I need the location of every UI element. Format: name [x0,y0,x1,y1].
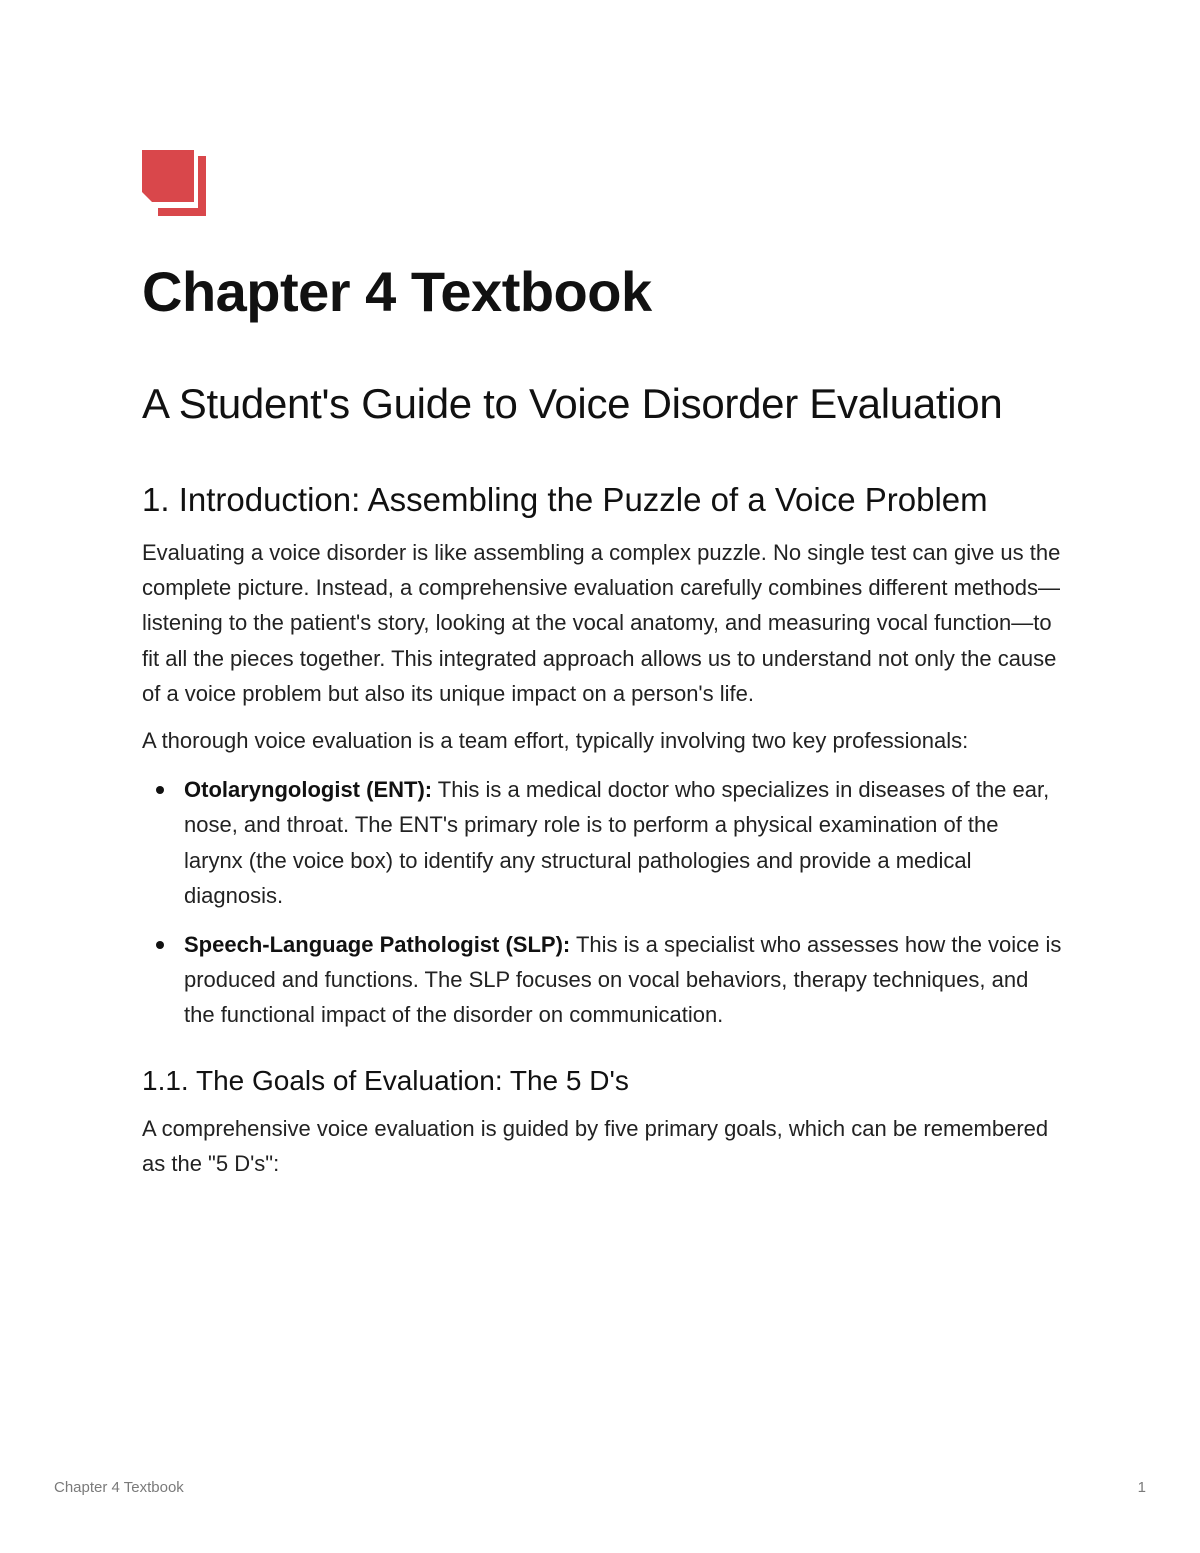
section-heading-introduction: 1. Introduction: Assembling the Puzzle of a Voice Problem [142,481,988,518]
bullet-icon [156,786,164,794]
list-item-text: This is a specialist who assesses how the voice is produced and functions. The SLP focuses on vocal behaviors, therapy techniques, and the functional impact of the disorder on communication. [184,932,1062,1028]
team-paragraph: A thorough voice evaluation is a team effort, typically involving two key professionals: [142,728,969,754]
list-item-term: Speech-Language Pathologist (SLP): [184,932,571,958]
bullet-icon [156,941,164,949]
goals-paragraph: A comprehensive voice evaluation is guided by five primary goals, which can be remembered as the "5 D's": [142,1115,1049,1176]
subsection-heading-goals: 1.1. The Goals of Evaluation: The 5 D's [142,1064,629,1096]
page-content [142,150,1062,1193]
intro-paragraph: Evaluating a voice disorder is like assembling a complex puzzle. No single test can give us the complete picture. Instead, a comprehensive evaluation carefully combines different methods—listening to the patient's story, looking at the vocal anatomy, and measuring vocal function—to fit all the pieces together. This integrated approach allows us to understand not only the cause of a voice problem but also its unique impact on a person's life. [142,540,1061,706]
footer-title: Chapter 4 Textbook [54,1479,184,1496]
list-item-ent [184,772,1062,913]
list-item-term: Otolaryngologist (ENT): [184,777,433,803]
list-item-text: This is a medical doctor who specializes in diseases of the ear, nose, and throat. The ENT's primary role is to perform a physical examination of the larynx (the voice box) to identify any structural pathologies and provide a medical diagnosis. [184,777,1050,908]
document-subtitle: A Student's Guide to Voice Disorder Evaluation [142,380,1003,427]
professionals-list [142,772,1062,1032]
list-item-slp [184,927,1062,1033]
page-title: Chapter 4 Textbook [142,260,652,323]
page-number: 1 [1137,1479,1146,1496]
document-icon [142,150,206,216]
